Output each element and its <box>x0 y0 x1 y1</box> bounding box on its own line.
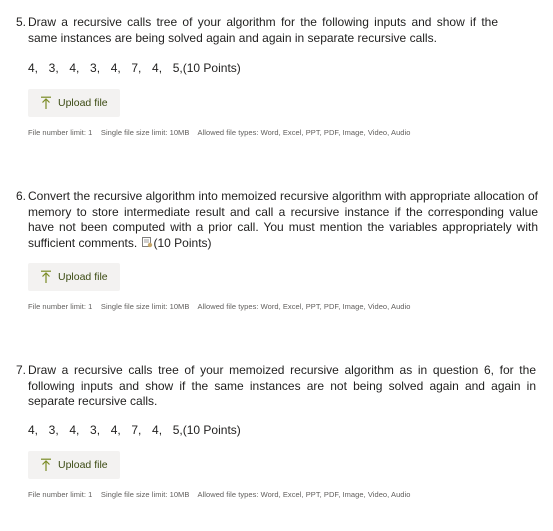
upload-file-label: Upload file <box>58 271 108 283</box>
question-points: (10 Points) <box>153 235 212 250</box>
file-limits-info: File number limit: 1 Single file size limit: 10MB Allowed file types: Word, Excel, PPT, PDF, Image, Video, Audio <box>28 490 411 499</box>
upload-file-button[interactable] <box>28 89 120 117</box>
question-number: 7. <box>16 363 27 377</box>
question-number: 6. <box>16 189 27 203</box>
input-values: 4, 3, 4, 3, 4, 7, 4, 5, <box>28 61 183 75</box>
immersive-reader-icon[interactable] <box>142 237 153 248</box>
upload-arrow-icon <box>40 270 52 284</box>
upload-arrow-icon <box>40 96 52 110</box>
upload-file-button[interactable] <box>28 451 120 479</box>
upload-arrow-icon <box>40 458 52 472</box>
input-values: 4, 3, 4, 3, 4, 7, 4, 5, <box>28 423 183 437</box>
question-points: (10 Points) <box>182 423 241 437</box>
upload-file-label: Upload file <box>58 459 108 471</box>
question-text <box>28 189 538 251</box>
upload-file-label: Upload file <box>58 97 108 109</box>
question-points: (10 Points) <box>182 61 241 75</box>
question-body: Convert the recursive algorithm into memoized recursive algorithm with appropriate allocation of memory to store intermediate result and call a recursive instance if the corresponding value have not been computed with a prior call. You must mention the variables appropriately with sufficient comments. <box>28 189 538 250</box>
upload-file-button[interactable] <box>28 263 120 291</box>
question-text: Draw a recursive calls tree of your memoized recursive algorithm as in question 6, for the following inputs and show if the same instances are not being solved again and again in separate recursive calls. <box>28 363 536 408</box>
question-number: 5. <box>16 15 27 29</box>
file-limits-info: File number limit: 1 Single file size limit: 10MB Allowed file types: Word, Excel, PPT, PDF, Image, Video, Audio <box>28 128 411 137</box>
question-text: Draw a recursive calls tree of your algorithm for the following inputs and show if the same instances are being solved again and again in separate recursive calls. <box>28 15 498 45</box>
file-limits-info: File number limit: 1 Single file size limit: 10MB Allowed file types: Word, Excel, PPT, PDF, Image, Video, Audio <box>28 302 411 311</box>
question-inputs <box>28 423 241 438</box>
question-inputs <box>28 61 241 76</box>
